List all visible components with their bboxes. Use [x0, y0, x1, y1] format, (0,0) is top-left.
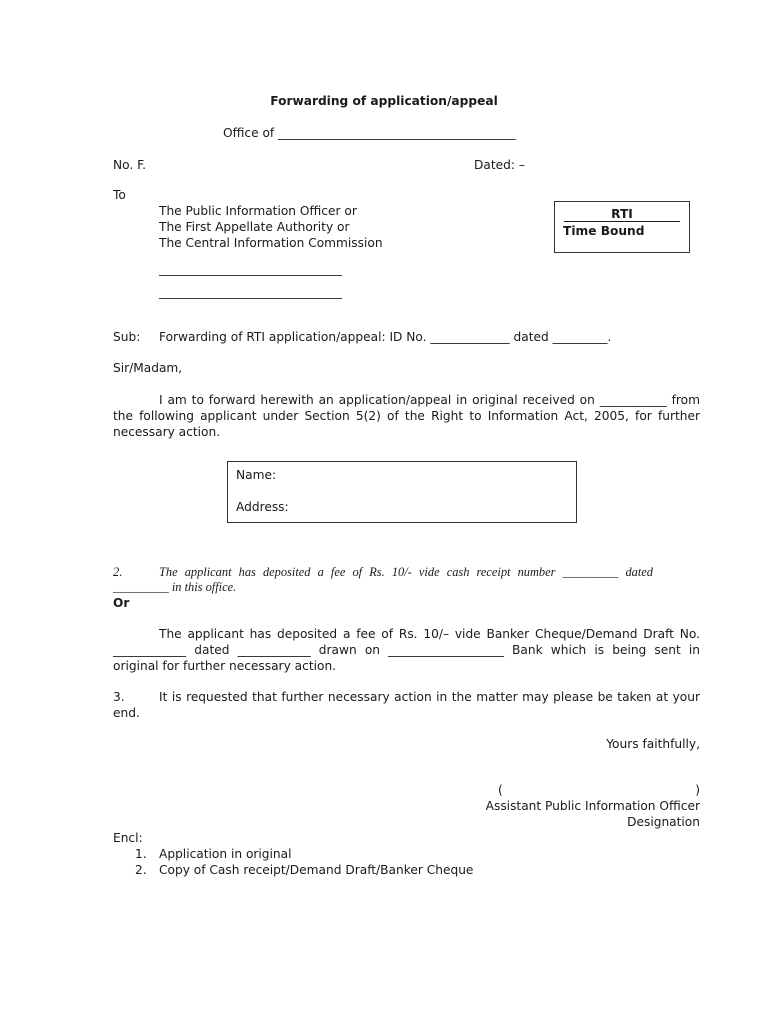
- rti-time-bound-stamp: [554, 201, 690, 253]
- stamp-underline: [564, 221, 680, 222]
- address-blank: ______________________________: [159, 262, 342, 276]
- page-title: Forwarding of application/appeal: [270, 94, 498, 108]
- forwarding-paragraph: I am to forward herewith an application/appeal in original received on ___________ from the following applicant under Section 5(2) of the Right to Information Act, 2005, for further necessary action.: [113, 393, 700, 439]
- or-label: Or: [113, 596, 130, 610]
- cash-receipt-paragraph-line2: _________ in this office.: [113, 580, 237, 594]
- request-paragraph: It is requested that further necessary action in the matter may please be taken at your end.: [113, 690, 700, 720]
- address-blank: ______________________________: [159, 285, 342, 299]
- paragraph-2-number: 2.: [113, 565, 123, 579]
- enclosure-number: 2.: [135, 863, 147, 877]
- applicant-address-label: Address:: [236, 500, 289, 514]
- to-label: To: [113, 188, 126, 202]
- salutation: Sir/Madam,: [113, 361, 183, 375]
- paragraph-3-number: 3.: [113, 690, 125, 704]
- subject-text: Forwarding of RTI application/appeal: ID No. _____________ dated _________.: [159, 330, 612, 344]
- closing: Yours faithfully,: [606, 737, 700, 751]
- signature-paren-close: ): [695, 783, 700, 797]
- reference-number: No. F.: [113, 158, 147, 172]
- subject-label: Sub:: [113, 330, 141, 344]
- dated-field: Dated: –: [474, 158, 525, 172]
- addressee-line: The First Appellate Authority or: [159, 220, 350, 234]
- addressee-line: The Public Information Officer or: [159, 204, 357, 218]
- stamp-time-bound-label: Time Bound: [563, 224, 645, 238]
- applicant-details-box: [227, 461, 577, 523]
- enclosures-label: Encl:: [113, 831, 143, 845]
- enclosure-number: 1.: [135, 847, 147, 861]
- addressee-line: The Central Information Commission: [159, 236, 383, 250]
- applicant-name-label: Name:: [236, 468, 277, 482]
- office-line: Office of _______________________________________: [223, 126, 516, 140]
- signatory-title: Assistant Public Information Officer: [485, 799, 700, 813]
- signatory-designation: Designation: [627, 815, 700, 829]
- stamp-rti-label: RTI: [611, 207, 633, 221]
- cheque-paragraph: The applicant has deposited a fee of Rs. 10/– vide Banker Cheque/Demand Draft No. ____________ dated ____________ drawn on ___________________ Bank which is being sent in original for further necessary action.: [113, 627, 700, 673]
- enclosure-item: Copy of Cash receipt/Demand Draft/Banker Cheque: [159, 863, 474, 877]
- cash-receipt-paragraph-line1: The applicant has deposited a fee of Rs. 10/- vide cash receipt number _________ dated: [159, 565, 653, 579]
- signature-paren-open: (: [498, 783, 503, 797]
- enclosure-item: Application in original: [159, 847, 292, 861]
